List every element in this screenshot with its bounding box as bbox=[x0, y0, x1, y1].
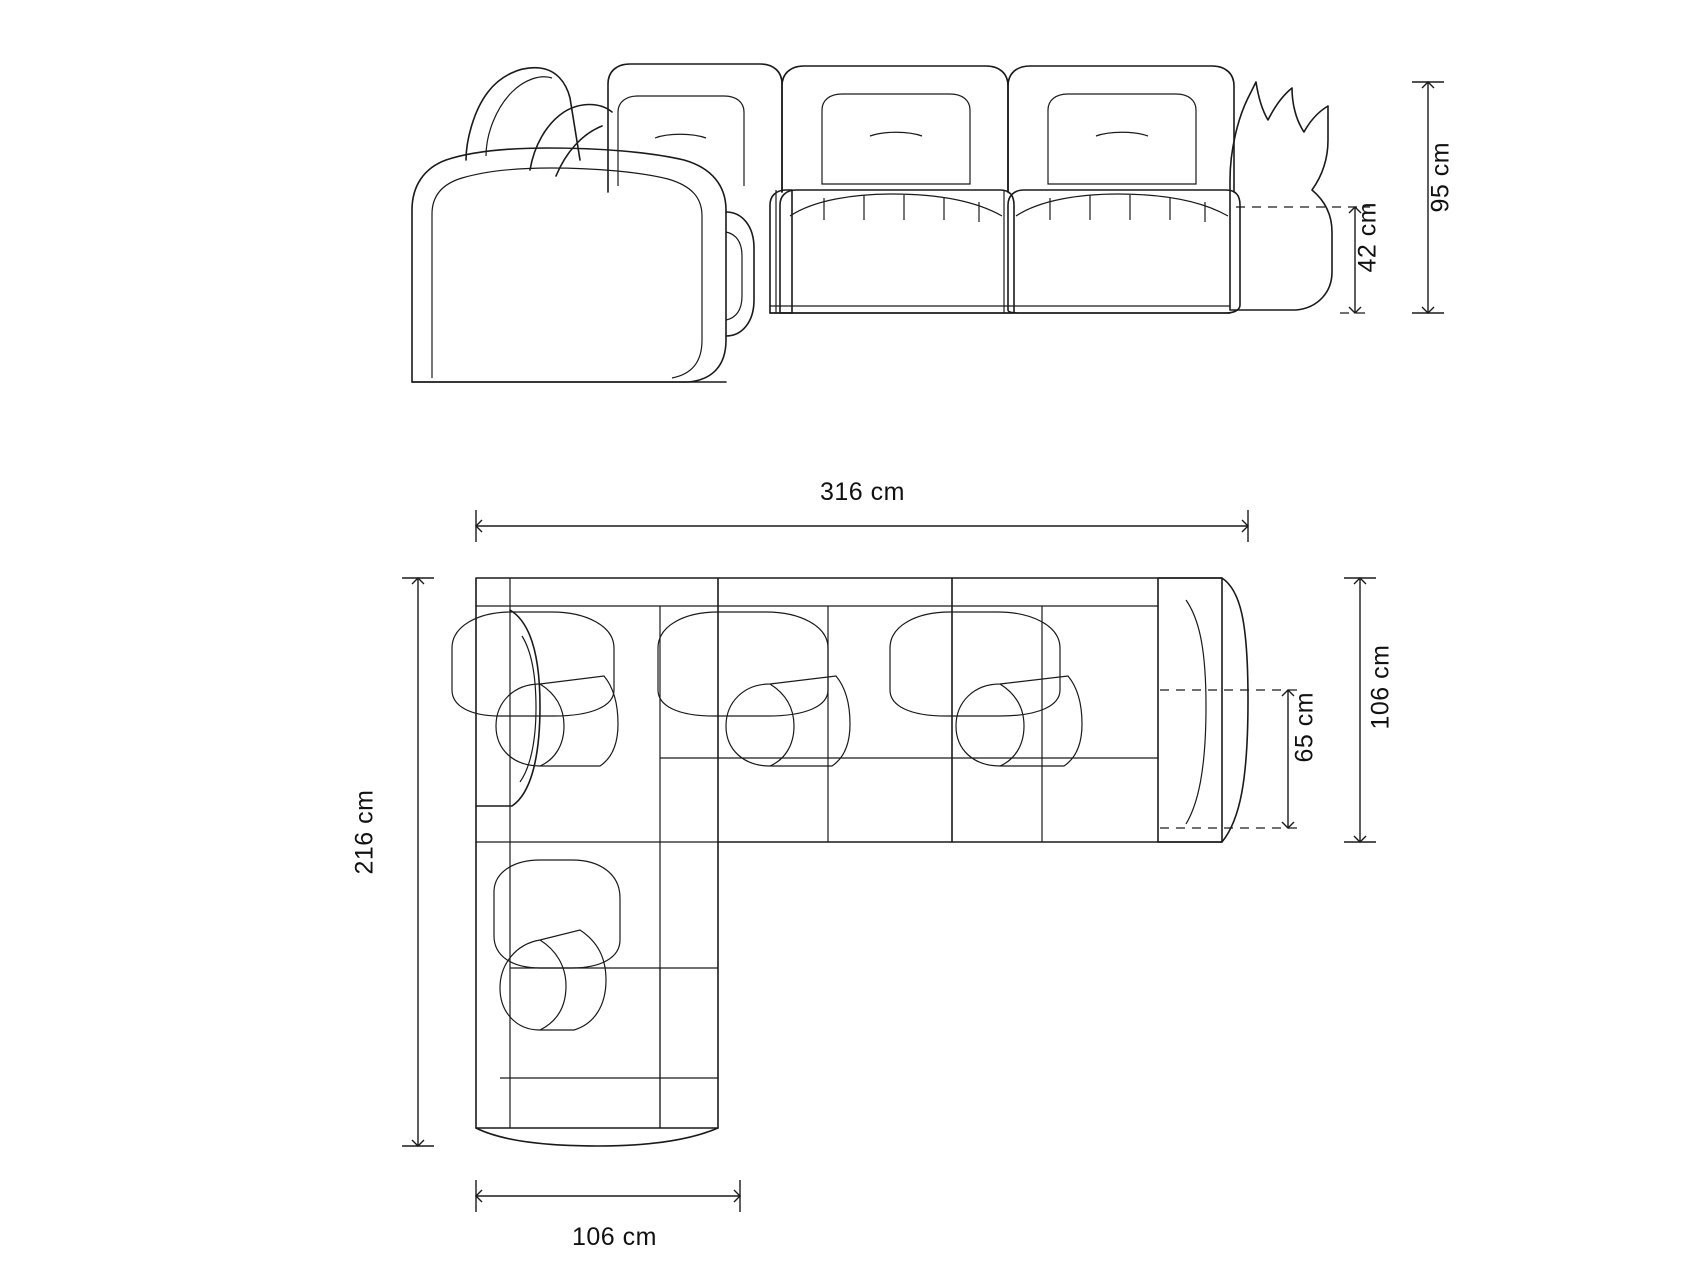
dimension-label-seat-65: 65 cm bbox=[1290, 691, 1319, 763]
view-top-plan bbox=[402, 510, 1376, 1212]
view-front-elevation bbox=[412, 64, 1444, 382]
dimension-label-depth-106: 106 cm bbox=[1366, 644, 1395, 730]
dimension-label-height-95: 95 cm bbox=[1426, 141, 1455, 213]
dimension-label-width-316: 316 cm bbox=[820, 478, 905, 506]
dimension-label-depth-216: 216 cm bbox=[350, 789, 379, 875]
dimension-label-height-42: 42 cm bbox=[1353, 201, 1382, 273]
dimension-label-width-106: 106 cm bbox=[572, 1223, 657, 1251]
